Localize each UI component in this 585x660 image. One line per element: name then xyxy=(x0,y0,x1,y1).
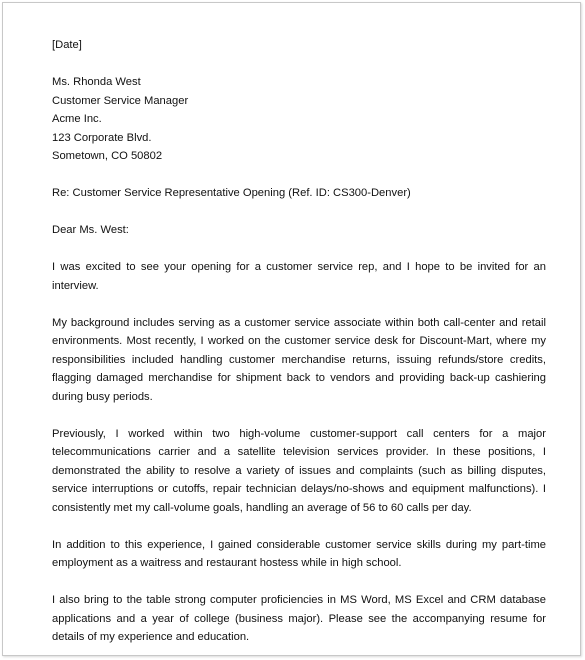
paragraph-additional-experience: In addition to this experience, I gained considerable customer service skills during my part-time employment as a waitress and restaurant hostess while in high school. xyxy=(52,538,546,569)
recipient-company: Acme Inc. xyxy=(52,113,102,125)
paragraph-background: My background includes serving as a customer service associate within both call-center and retail environments. Most recently, I worked on the customer service desk for Discount-Mart, where my responsibilities included handling customer merchandise returns, issuing refunds/store credits, flagging damaged merchandise for shipment back to vendors and providing back-up cashiering during busy periods. xyxy=(52,316,546,403)
salutation: Dear Ms. West: xyxy=(52,224,129,236)
paragraph-previous-experience: Previously, I worked within two high-volume customer-support call centers for a major telecommunications carrier and a satellite television services provider. In these positions, I demonstrated the ability to resolve a variety of issues and complaints (such as billing disputes, service interruptions or cutoffs, repair technician delays/no-shows and equipment malfunctions). I consistently met my call-volume goals, handling an average of 56 to 60 calls per day. xyxy=(52,427,546,514)
paragraph-intro: I was excited to see your opening for a customer service rep, and I hope to be invited for an interview. xyxy=(52,261,546,292)
recipient-street: 123 Corporate Blvd. xyxy=(52,131,152,144)
recipient-address xyxy=(52,73,546,166)
recipient-title: Customer Service Manager xyxy=(52,94,189,107)
recipient-name: Ms. Rhonda West xyxy=(52,76,141,88)
date-text: [Date] xyxy=(52,39,82,51)
paragraph-skills: I also bring to the table strong computer proficiencies in MS Word, MS Excel and CRM database applications and a year of college (business major). Please see the accompanying resume for details of my experience and education. xyxy=(52,594,546,643)
letter-date xyxy=(52,36,546,55)
recipient-city: Sometown, CO 50802 xyxy=(52,150,163,162)
letter-body xyxy=(52,36,546,647)
subject-line: Re: Customer Service Representative Opening (Ref. ID: CS300-Denver) xyxy=(52,187,411,199)
letter-page xyxy=(2,2,581,656)
